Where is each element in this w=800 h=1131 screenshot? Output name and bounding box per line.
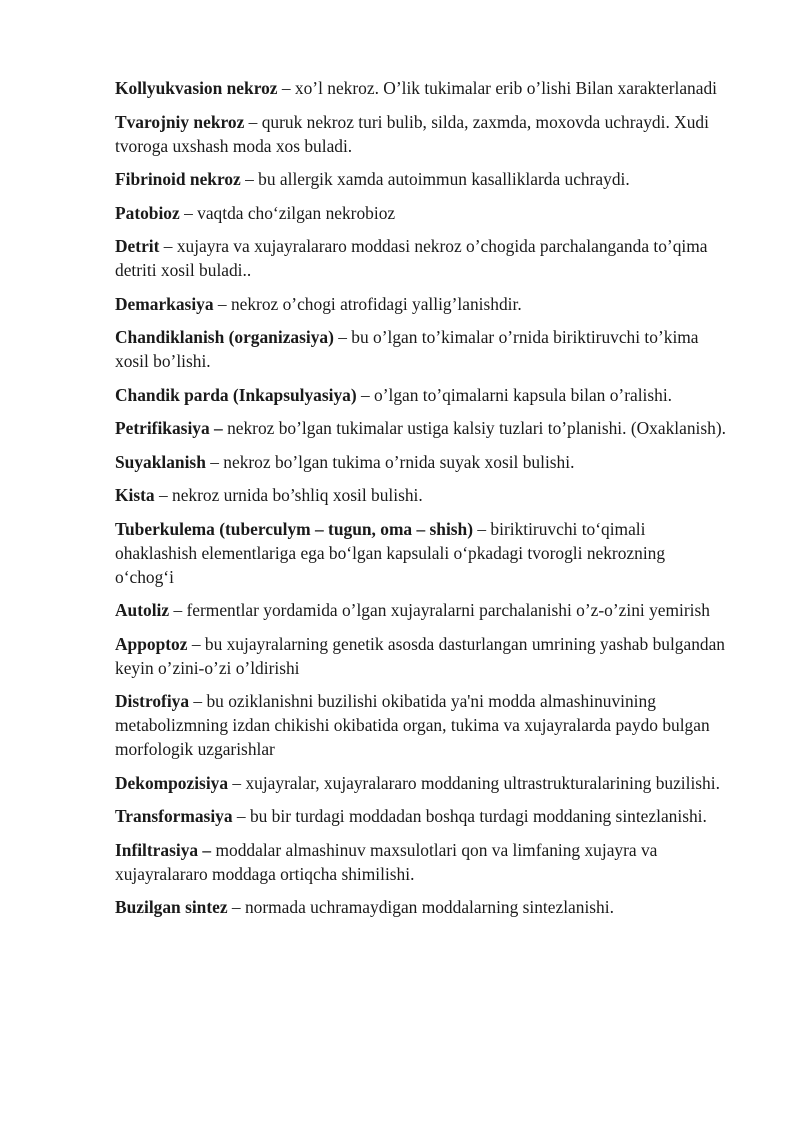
entry-term: Buzilgan sintez <box>115 897 228 917</box>
entry-distrofiya <box>115 689 727 761</box>
entry-term: Chandiklanish (organizasiya) <box>115 327 334 347</box>
entry-term: Patobioz <box>115 202 180 223</box>
entry-definition: – bu allergik xamda autoimmun kasalliklarda uchraydi. <box>240 169 630 189</box>
entry-chandiklanish <box>115 325 727 373</box>
entry-definition: – fermentlar yordamida o’lgan xujayralarni parchalanishi o’z-o’zini yemirish <box>169 600 710 620</box>
entry-chandik-parda <box>115 383 727 407</box>
entry-term: Transformasiya <box>115 806 233 826</box>
entry-term: Kista <box>115 485 155 505</box>
entry-definition: – normada uchramaydigan moddalarning sintezlanishi. <box>227 897 614 917</box>
entry-tuberkulema <box>115 517 727 589</box>
entry-kollyukvasion-nekroz <box>115 76 727 100</box>
entry-fibrinoid-nekroz <box>115 167 727 191</box>
entry-definition: – bu xujayralarning genetik asosda dasturlangan umrining yashab bulgandan keyin o’zini-o’zi o’ldirishi <box>115 633 726 678</box>
entry-definition: – bu o’lgan to’kimalar o’rnida biriktiruvchi to’kima xosil bo’lishi. <box>115 327 699 371</box>
entry-detrit <box>115 234 727 282</box>
entry-definition: – nekroz bo’lgan tukima o’rnida suyak xosil bulishi. <box>205 451 575 472</box>
entry-term: Demarkasiya <box>115 293 214 314</box>
entry-definition: – nekroz o’chogi atrofidagi yallig’lanishdir. <box>213 293 522 314</box>
entry-suyaklanish <box>115 450 727 474</box>
entry-definition: – o’lgan to’qimalarni kapsula bilan o’ralishi. <box>356 384 673 405</box>
entry-term: Chandik parda (Inkapsulyasiya) <box>115 384 357 405</box>
entry-term: Kollyukvasion nekroz <box>115 78 278 98</box>
document-page <box>115 76 727 929</box>
entry-dekompozisiya <box>115 771 727 795</box>
entry-definition: – quruk nekroz turi bulib, silda, zaxmda, moxovda uchraydi. Xudi tvoroga uxshash moda xos buladi. <box>115 111 709 156</box>
entry-term: Infiltrasiya – <box>115 839 212 860</box>
entry-kista <box>115 483 727 507</box>
entry-autoliz <box>115 598 727 622</box>
entry-term: Appoptoz <box>115 633 188 654</box>
entry-term: Fibrinoid nekroz <box>115 169 241 189</box>
entry-term: Tvarojniy nekroz <box>115 111 245 132</box>
entry-definition: – xo’l nekroz. O’lik tukimalar erib o’lishi Bilan xarakterlanadi <box>277 78 717 98</box>
entry-definition: – nekroz urnida bo’shliq xosil bulishi. <box>154 485 423 505</box>
entry-definition: – vaqtda cho‘zilgan nekrobioz <box>179 202 396 223</box>
entry-patobioz <box>115 201 727 225</box>
entry-term: Tuberkulema (tuberculym – tugun, oma – shish) <box>115 518 474 539</box>
entry-term: Autoliz <box>115 600 170 620</box>
entry-appoptoz <box>115 632 727 680</box>
entry-term: Detrit <box>115 236 160 256</box>
entry-term: Distrofiya <box>115 691 190 711</box>
entry-infiltrasiya <box>115 838 727 886</box>
entry-definition: – biriktiruvchi to‘qimali ohaklashish elementlariga ega bo‘lgan kapsulali o‘pkadagi tvorogli nekrozning o‘chog‘i <box>115 518 666 587</box>
entry-definition: – xujayra va xujayralararo moddasi nekroz o’chogida parchalanganda to’qima detriti xosil buladi.. <box>115 236 708 280</box>
entry-definition: – xujayralar, xujayralararo moddaning ultrastrukturalarining buzilishi. <box>228 772 720 793</box>
entry-term: Dekompozisiya <box>115 772 229 793</box>
entry-tvarojniy-nekroz <box>115 110 727 158</box>
entry-transformasiya <box>115 804 727 828</box>
entry-definition: nekroz bo’lgan tukimalar ustiga kalsiy tuzlari to’planishi. (Oxaklanish). <box>222 418 726 438</box>
entry-definition: – bu oziklanishni buzilishi okibatida ya'ni modda almashinuvining metabolizmning izdan chikishi okibatida organ, tukima va xujayralarda paydo bulgan morfologik uzgarishlar <box>115 691 710 759</box>
entry-definition: – bu bir turdagi moddadan boshqa turdagi moddaning sintezlanishi. <box>232 806 707 826</box>
entry-definition: moddalar almashinuv maxsulotlari qon va limfaning xujayra va xujayralararo moddaga ortiqcha shimilishi. <box>115 839 658 884</box>
entry-buzilgan-sintez <box>115 895 727 919</box>
entry-demarkasiya <box>115 292 727 316</box>
entry-term: Petrifikasiya – <box>115 418 223 438</box>
entry-petrifikasiya <box>115 416 727 440</box>
entry-term: Suyaklanish <box>115 451 206 472</box>
